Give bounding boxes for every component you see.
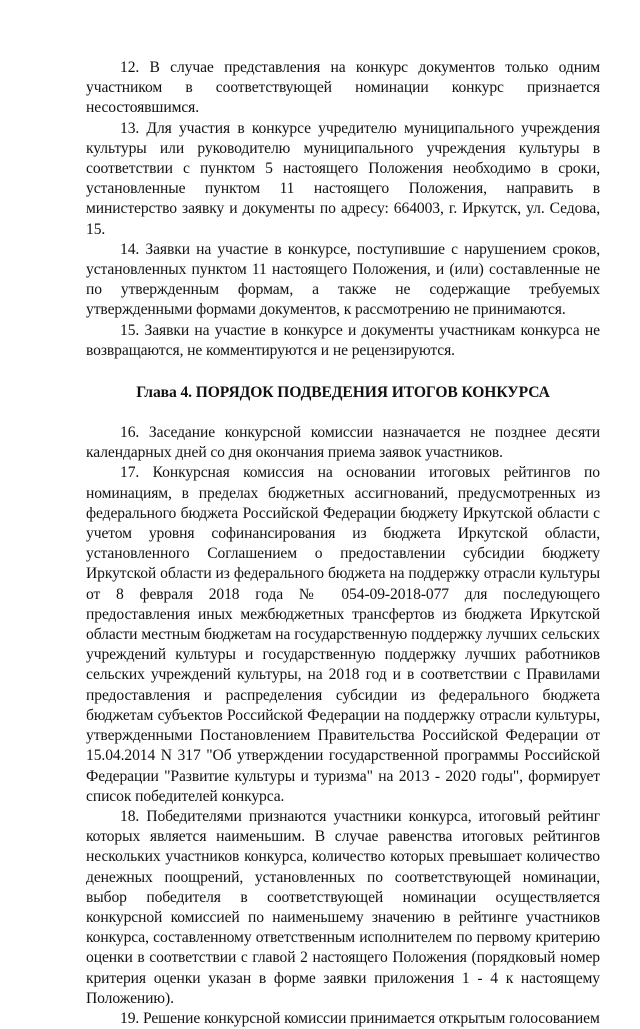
paragraph-12: 12. В случае представления на конкурс документов только одним участником в соответствующей номинации конкурс признается несостоявшимся. [86,59,600,117]
chapter-heading: Глава 4. ПОРЯДОК ПОДВЕДЕНИЯ ИТОГОВ КОНКУРСА [136,384,550,402]
paragraph-17: 17. Конкурсная комиссия на основании итоговых рейтингов по номинациям, в пределах бюджетных ассигнований, предусмотренных из федерального бюджета Российской Федерации бюджету Иркутской области с учетом уровня софинансирования из бюджета Иркутской области, установленного Соглашением о предоставлении субсидии бюджету Иркутской области из федерального бюджета на поддержку отрасли культуры от 8 февраля 2018 года № 054-09-2018-077 для последующего предоставления иных межбюджетных трансфертов из бюджета Иркутской области местным бюджетам на государственную поддержку лучших сельских учреждений культуры и государственную поддержку лучших работников сельских учреждений культуры, на 2018 год и в соответствии с Правилами предоставления и распределения субсидии из федерального бюджета бюджетам субъектов Российской Федерации на поддержку отрасли культуры, утвержденными Постановлением Правительства Российской Федерации от 15.04.2014 N 317 "Об утверждении государственной программы Российской Федерации "Развитие культуры и туризма" на 2013 - 2020 годы", формирует список победителей конкурса. [86,464,600,805]
paragraph-13: 13. Для участия в конкурсе учредителю муниципального учреждения культуры или руководителю муниципального учреждения культуры в соответствии с пунктом 5 настоящего Положения необходимо в сроки, установленные пунктом 11 настоящего Положения, направить в министерство заявку и документы по адресу: 664003, г. Иркутск, ул. Седова, 15. [86,119,600,238]
paragraph-14: 14. Заявки на участие в конкурсе, поступившие с нарушением сроков, установленных пунктом 11 настоящего Положения, и (или) составленные не по утвержденным формам, а также не содержащие требуемых утвержденными формами документов, к рассмотрению не принимаются. [86,240,600,319]
paragraph-16: 16. Заседание конкурсной комиссии назначается не позднее десяти календарных дней со дня окончания приема заявок участников. [86,424,600,462]
paragraph-18: 18. Победителями признаются участники конкурса, итоговый рейтинг которых является наименьшим. В случае равенства итоговых рейтингов нескольких участников конкурса, количество которых превышает количество денежных поощрений, установленных по соответствующей номинации, выбор победителя в соответствующей номинации осуществляется конкурсной комиссией по наименьшему значению в рейтинге участников конкурса, составленному ответственным исполнителем по первому критерию оценки в соответствии с главой 2 настоящего Положения (порядковый номер критерия оценки указан в форме заявки приложения 1 - 4 к настоящему Положению). [86,807,600,1007]
paragraph-19: 19. Решение конкурсной комиссии принимается открытым голосованием [120,1009,600,1027]
paragraph-15: 15. Заявки на участие в конкурсе и документы участникам конкурса не возвращаются, не комментируются и не рецензируются. [86,321,600,359]
